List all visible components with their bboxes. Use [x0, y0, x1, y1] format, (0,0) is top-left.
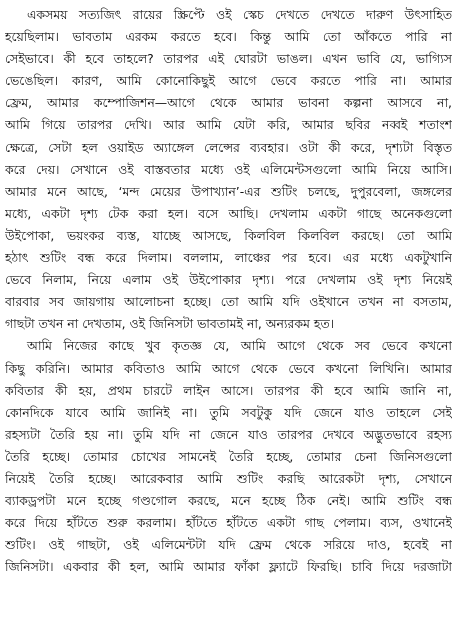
text-line: ভেবে নিলাম, নিয়ে এলাম ওই উইপোকার দৃশ্য। পরে দেখলাম ওই দৃশ্য নিয়েই	[5, 272, 452, 288]
text-line: কোনদিকে যাবে আমি জানিই না। তুমি সবটুকু যদি জেনে যাও তাহলে সেই	[5, 404, 452, 420]
text-line: কবিতার কী হয়, প্রথম চারটে লাইন আসে। তারপর কী হবে আমি জানি না,	[5, 382, 452, 398]
text-line: সেইভাবে। কী হবে তাহলে? তারপর এই ঘোরটা ভাঙল। এখন ভাবি যে, ভাগ্যিস	[5, 51, 452, 67]
text-line: গাছটা তখন না দেখতাম, ওই জিনিসটা ভাবতামই না, অন্যরকম হত।	[5, 316, 335, 332]
text-line: শুটিং। ওই গাছটা, ওই এলিমেন্টটা যদি ফ্রেম থেকে সরিয়ে দাও, হবেই না	[5, 537, 452, 553]
text-line: জিনিসটা। একবার কী হল, আমি আমার ফাঁকা ফ্ল্যাটে ফিরছি। চাবি দিয়ে দরজাটা	[5, 559, 452, 575]
text-line: ফ্রেম, আমার কম্পোজিশন—আগে থেকে আমার ভাবনা কল্পনা আসবে না,	[5, 95, 452, 111]
text-line: আমি গিয়ে তারপর দেখি। আর আমি যেটা করি, আমার ছবির নব্বই শতাংশ	[5, 117, 452, 133]
text-line: একসময় সত্যজিৎ রায়ের স্ক্রিপ্টে ওই স্কেচ দেখতে দেখতে দারুণ উৎসাহিত	[27, 7, 452, 22]
text-line: মধ্যে, একটা দৃশ্য টেক করা হল। বসে আছি। দেখলাম একটা গাছে অনেকগুলো	[5, 205, 452, 221]
text-line: ব্যাকড্রপটা মনে হচ্ছে গণ্ডগোল করছে, মনে হচ্ছে ঠিক নেই। আমি শুটিং বন্ধ	[5, 493, 452, 509]
paragraph	[5, 335, 452, 578]
text-line: রহস্যটা তৈরি হয় না। তুমি যদি না জেনে যাও তারপর দেখবে অদ্ভুতভাবে রহস্য	[5, 426, 452, 442]
text-line: কিছু করিনি। আমার কবিতাও আমি আগে থেকে ভেবে কখনো লিখিনি। আমার	[5, 360, 452, 376]
text-line: ক্ষেত্রে, সেটা হল ওয়াইড অ্যাঙ্গেল লেন্সের ব্যবহার। ওটা কী করে, দৃশ্যটা বিস্তৃত	[5, 139, 452, 155]
text-line: উইপোকা, ভয়ংকর ব্যস্ত, যাচ্ছে আসছে, কিলবিল কিলবিল করছে। তো আমি	[5, 227, 452, 243]
text-line: হঠাৎ শুটিং বন্ধ করে দিলাম। বললাম, লাঞ্চের পর হবে। এর মধ্যে একটুখানি	[5, 250, 452, 266]
text-line: তৈরি হচ্ছে। তোমার চোখের সামনেই তৈরি হচ্ছে, তোমার চেনা জিনিসগুলো	[5, 448, 452, 464]
text-line: করে দিয়ে হাঁটতে শুরু করলাম। হাঁটতে হাঁটতে একটা গাছ পেলাম। ব্যস, ওখানেই	[5, 515, 452, 531]
text-line: আমি নিজের কাছে খুব কৃতজ্ঞ যে, আমি আগে থেকে সব ভেবে কখনো	[27, 338, 452, 354]
paragraph	[5, 4, 452, 335]
text-line: বারবার সব জায়গায় আলোচনা হচ্ছে। তো আমি যদি ওইখানে তখন না বসতাম,	[5, 294, 452, 310]
text-line: হয়েছিলাম। ভাবতাম এরকম করতে হবে। কিন্তু আমি তো আঁকতে পারি না	[5, 29, 452, 45]
text-line: আমার মনে আছে, ‘মন্দ মেয়ের উপাখ্যান’-এর শুটিং চলছে, দুপুরবেলা, জঙ্গলের	[5, 183, 452, 199]
text-line: করে দেয়। সেখানে ওই বাস্তবতার মধ্যে ওই এলিমেন্টসগুলো আমি নিয়ে আসি।	[5, 161, 452, 177]
text-line: নিয়েই তৈরি হচ্ছে। আরেকবার আমি শুটিং করছি আরেকটা দৃশ্য, সেখানে	[5, 470, 452, 486]
text-line: ভেঙেছিল। কারণ, আমি কোনোকিছুই আগে ভেবে করতে পারি না। আমার	[5, 73, 452, 89]
